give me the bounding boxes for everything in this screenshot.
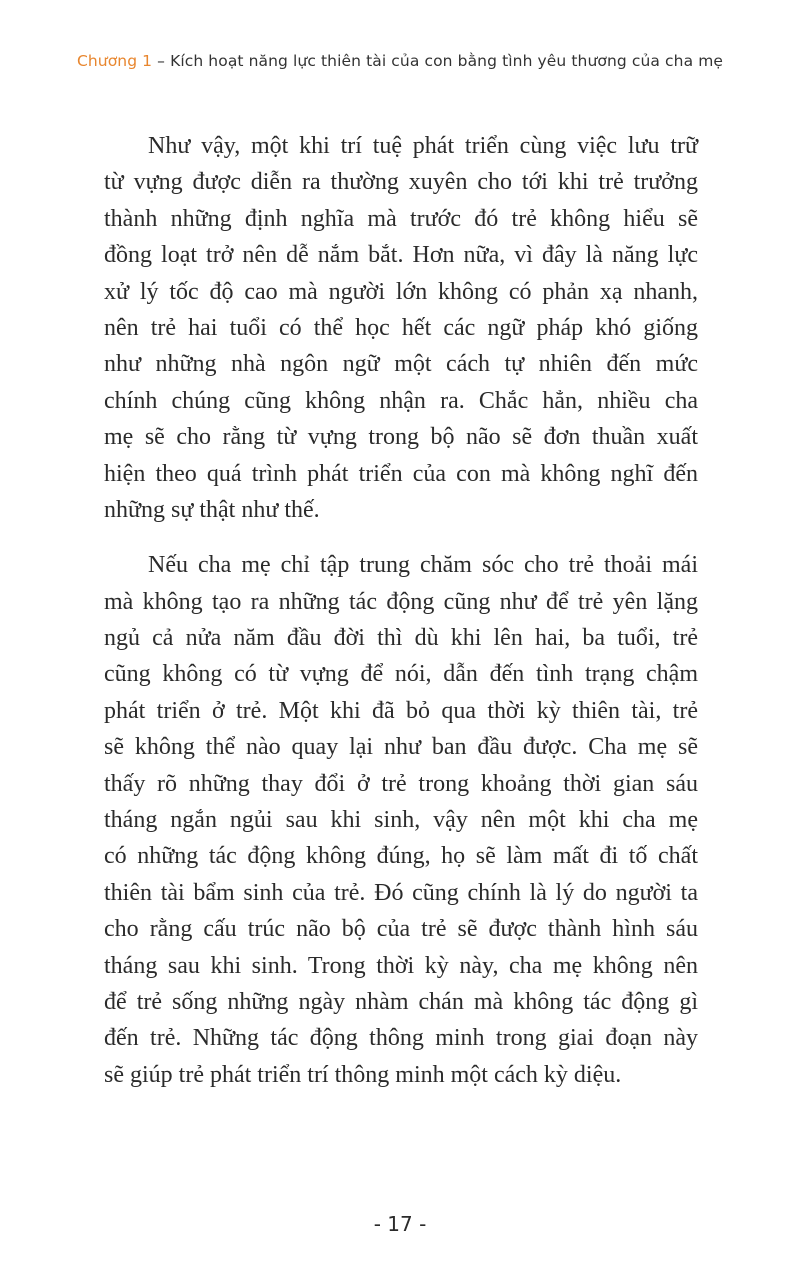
header-separator: – [152, 52, 171, 70]
text-line: mà không tạo ra những tác động cũng như để trẻ yên lặng [104, 588, 698, 615]
text-line: hiện theo quá trình phát triển của con mà không nghĩ đến [104, 460, 698, 487]
text-line: đến trẻ. Những tác động thông minh trong giai đoạn này [104, 1025, 698, 1052]
text-line: thấy rõ những thay đổi ở trẻ trong khoảng thời gian sáu [104, 770, 698, 797]
text-line: mẹ sẽ cho rằng từ vựng trong bộ não sẽ đơn thuần xuất [104, 424, 698, 451]
text-line: thành những định nghĩa mà trước đó trẻ không hiểu sẽ [104, 205, 698, 232]
text-line: những sự thật như thế. [104, 496, 320, 523]
text-line: như những nhà ngôn ngữ một cách tự nhiên đến mức [104, 351, 698, 378]
text-line: Nếu cha mẹ chỉ tập trung chăm sóc cho trẻ thoải mái [148, 552, 698, 579]
text-line: đồng loạt trở nên dễ nắm bắt. Hơn nữa, vì đây là năng lực [104, 242, 698, 269]
text-line: chính chúng cũng không nhận ra. Chắc hẳn, nhiều cha [104, 387, 698, 414]
body-text [104, 128, 698, 1093]
text-line: thiên tài bẩm sinh của trẻ. Đó cũng chính là lý do người ta [104, 879, 698, 906]
text-line: tháng ngắn ngủi sau khi sinh, vậy nên một khi cha mẹ [104, 807, 698, 834]
text-line: sẽ giúp trẻ phát triển trí thông minh một cách kỳ diệu. [104, 1061, 622, 1088]
text-line: xử lý tốc độ cao mà người lớn không có phản xạ nhanh, [104, 278, 698, 305]
text-line: có những tác động không đúng, họ sẽ làm mất đi tố chất [104, 843, 698, 870]
page-number: - 17 - [373, 1212, 427, 1236]
text-line: từ vựng được diễn ra thường xuyên cho tới khi trẻ trưởng [104, 169, 698, 196]
text-line: sẽ không thể nào quay lại như ban đầu được. Cha mẹ sẽ [104, 734, 698, 761]
running-header [0, 52, 800, 70]
text-line: để trẻ sống những ngày nhàm chán mà không tác động gì [104, 988, 698, 1015]
chapter-title: Kích hoạt năng lực thiên tài của con bằng tình yêu thương của cha mẹ [170, 52, 724, 70]
chapter-label: Chương 1 [76, 52, 153, 70]
paragraph-1 [104, 128, 698, 528]
text-line: cũng không có từ vựng để nói, dẫn đến tình trạng chậm [104, 661, 698, 688]
text-line: cho rằng cấu trúc não bộ của trẻ sẽ được thành hình sáu [104, 916, 698, 943]
text-line: phát triển ở trẻ. Một khi đã bỏ qua thời kỳ thiên tài, trẻ [104, 697, 698, 724]
text-line: ngủ cả nửa năm đầu đời thì dù khi lên hai, ba tuổi, trẻ [104, 625, 698, 652]
text-line: Như vậy, một khi trí tuệ phát triển cùng việc lưu trữ [148, 133, 698, 159]
text-line: tháng sau khi sinh. Trong thời kỳ này, cha mẹ không nên [104, 952, 698, 979]
paragraph-gap [104, 528, 698, 547]
paragraph-2 [104, 547, 698, 1093]
text-line: nên trẻ hai tuổi có thể học hết các ngữ pháp khó giống [104, 314, 698, 341]
